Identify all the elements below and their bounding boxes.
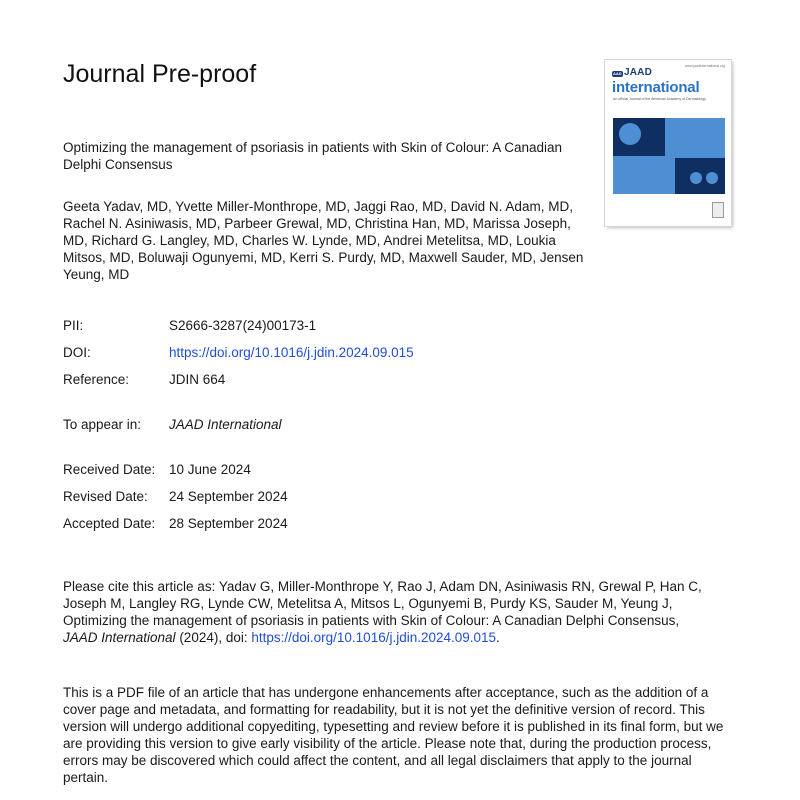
- cover-artwork: [613, 118, 725, 194]
- cover-circle: [706, 172, 718, 184]
- cover-circle: [619, 123, 641, 145]
- revised-value: 24 September 2024: [169, 489, 288, 504]
- citation-journal: JAAD International: [63, 630, 176, 645]
- cover-jaad-logo: JAAD: [624, 67, 653, 78]
- revised-label: Revised Date:: [63, 489, 148, 504]
- pii-label: PII:: [63, 318, 84, 333]
- cover-subtitle: An official Journal of the American Academy of Dermatology: [613, 97, 706, 101]
- disclaimer-paragraph: This is a PDF file of an article that has undergone enhancements after acceptance, such as the addition of a cover page and metadata, and formatting for readability, but it is not yet the definitive version of record. This version will undergo additional copyediting, typesetting and review before it is published in its final form, but we are providing this version to give early visibility of the article. Please note that, during the production process, errors may be discovered which could affect the content, and all legal disclaimers that apply to the journal pertain.: [63, 685, 724, 785]
- pii-value: S2666-3287(24)00173-1: [169, 318, 317, 333]
- accepted-label: Accepted Date:: [63, 516, 156, 531]
- citation-end: .: [496, 630, 500, 645]
- citation-year: (2024), doi:: [175, 630, 252, 645]
- received-value: 10 June 2024: [169, 462, 251, 477]
- citation-paragraph: [63, 578, 703, 646]
- article-title: Optimizing the management of psoriasis in patients with Skin of Colour: A Canadian Delphi Consensus: [63, 140, 563, 172]
- journal-cover-image: [605, 60, 731, 226]
- cover-aad-badge: AAD: [613, 71, 622, 76]
- reference-value: JDIN 664: [169, 372, 226, 387]
- journal-preproof-heading: Journal Pre-proof: [63, 60, 257, 88]
- author-list: Geeta Yadav, MD, Yvette Miller-Monthrope, MD, Jaggi Rao, MD, David N. Adam, MD, Rachel N. Asiniwasis, MD, Parbeer Grewal, MD, Christina Han, MD, Marissa Joseph, MD, Richard G. Langley, MD, Charles W. Lynde, MD, Andrei Metelitsa, MD, Loukia Mitsos, MD, Boluwaji Ogunyemi, MD, Kerri S. Purdy, MD, Maxwell Sauder, MD, Jensen Yeung, MD: [63, 199, 584, 282]
- cover-circle: [690, 172, 702, 184]
- doi-label: DOI:: [63, 345, 91, 360]
- appear-label: To appear in:: [63, 417, 142, 432]
- doi-link[interactable]: https://doi.org/10.1016/j.jdin.2024.09.015: [169, 345, 414, 360]
- citation-doi-link[interactable]: https://doi.org/10.1016/j.jdin.2024.09.015: [251, 630, 497, 645]
- citation-text: Please cite this article as: Yadav G, Miller-Monthrope Y, Rao J, Adam DN, Asiniwasis RN, Grewal P, Han C, Joseph M, Langley RG, Lynde CW, Metelitsa A, Mitsos L, Ogunyemi B, Purdy KS, Sauder M, Yeung J, Optimizing the management of psoriasis in patients with Skin of Colour: A Canadian Delphi Consensus,: [63, 579, 702, 628]
- received-label: Received Date:: [63, 462, 156, 477]
- journal-name: JAAD International: [169, 417, 282, 432]
- cover-international-logo: international: [612, 79, 700, 96]
- publisher-logo-icon: [712, 202, 724, 218]
- reference-label: Reference:: [63, 372, 130, 387]
- accepted-value: 28 September 2024: [169, 516, 288, 531]
- cover-url: www.jaadinternational.org: [684, 64, 725, 68]
